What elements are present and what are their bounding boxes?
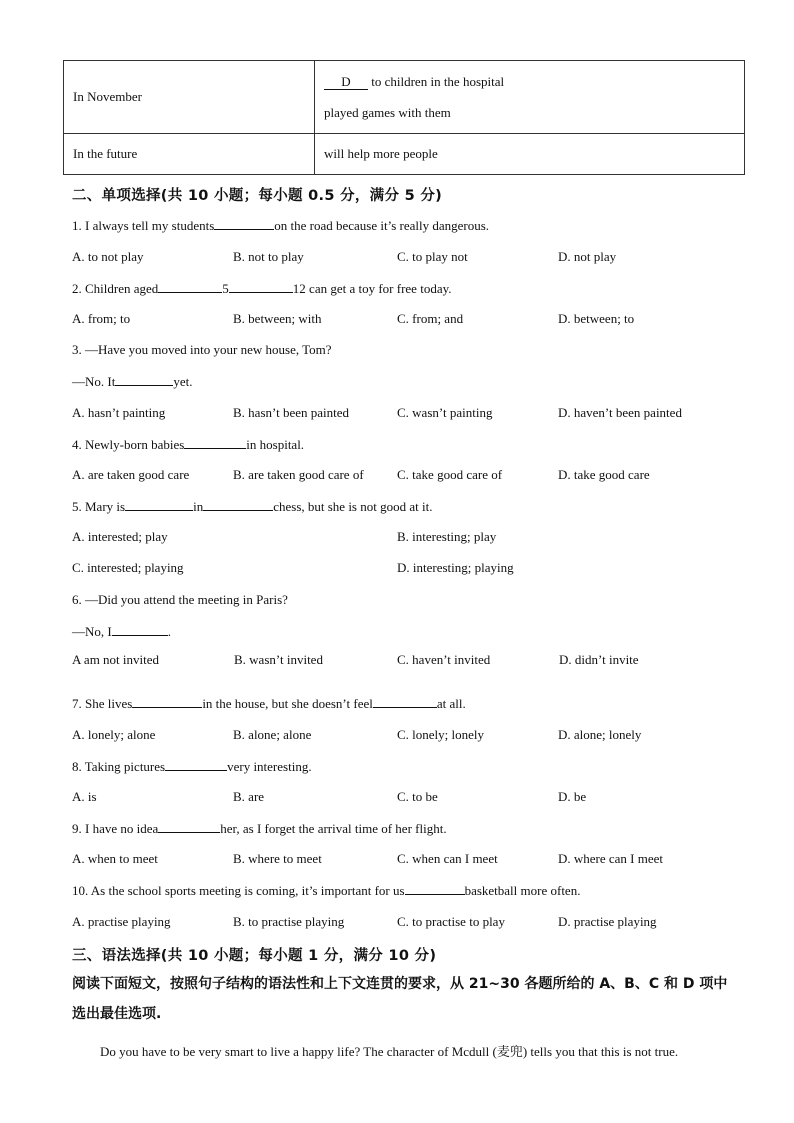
answer-blank (203, 498, 273, 511)
question-number: 9. (72, 821, 82, 836)
option-c: C. take good care of (397, 467, 503, 482)
option-a: A. hasn’t painting (72, 405, 166, 420)
option-a: A. practise playing (72, 914, 171, 929)
table-cell-value: will help more people (315, 134, 745, 175)
option-c: C. to be (397, 789, 438, 804)
table-cell-label: In November (64, 61, 315, 134)
question-number: 3. (72, 342, 82, 357)
question-text: at all. (436, 696, 466, 711)
option-a: A. lonely; alone (72, 727, 156, 742)
answer-blank (214, 217, 274, 230)
question-text: —Did you attend the meeting in Paris? (85, 592, 288, 607)
question-text: —Have you moved into your new house, Tom? (85, 342, 332, 357)
question-text: her, as I forget the arrival time of her flight. (220, 821, 447, 836)
answer-blank (132, 695, 202, 708)
question-text: yet. (173, 374, 193, 389)
question-number: 4. (72, 437, 82, 452)
question-8 (72, 758, 312, 775)
answer-blank (165, 758, 227, 771)
question-9 (72, 820, 447, 837)
option-a: A. is (72, 789, 97, 804)
question-2 (72, 280, 452, 297)
schedule-table (63, 60, 745, 175)
question-4 (72, 436, 304, 453)
option-a: A am not invited (72, 652, 160, 667)
question-5 (72, 498, 432, 515)
question-number: 2. (72, 281, 82, 296)
option-c: C. lonely; lonely (397, 727, 485, 742)
question-text: basketball more often. (464, 883, 581, 898)
option-c: C. to practise to play (397, 914, 505, 929)
option-b: B. alone; alone (233, 727, 312, 742)
question-number: 6. (72, 592, 82, 607)
question-3 (72, 342, 332, 358)
question-text: chess, but she is not good at it. (273, 499, 433, 514)
question-text: I have no idea (85, 821, 159, 836)
section-3-instruction: 阅读下面短文，按照句子结构的语法性和上下文连贯的要求，从 21~30 各题所给的 A、B、C 和 D 项中选出最佳选项. (72, 976, 728, 1022)
answer-blank (115, 373, 173, 386)
answer-blank (125, 498, 193, 511)
answer-blank: D (324, 75, 368, 90)
question-text: Taking pictures (84, 759, 166, 774)
answer-blank (229, 280, 293, 293)
question-number: 10. (72, 883, 89, 898)
option-d: D. be (558, 789, 587, 804)
question-text: 12 can get a toy for free today. (292, 281, 452, 296)
question-text: —No. It (72, 374, 116, 389)
option-b: B. where to meet (233, 851, 322, 866)
question-text: Newly-born babies (85, 437, 185, 452)
answer-blank (112, 623, 168, 636)
question-text: 5 (222, 281, 229, 296)
option-d: D. between; to (558, 311, 635, 326)
option-b: B. between; with (233, 311, 322, 326)
option-d: D. take good care (558, 467, 650, 482)
passage-text: Do you have to be very smart to live a happy life? The character of Mcdull (麦兜) tells you that this is not true. (100, 1044, 679, 1059)
option-d: D. practise playing (558, 914, 657, 929)
option-c: C. when can I meet (397, 851, 498, 866)
table-cell-line (324, 66, 735, 97)
question-text: on the road because it’s really dangerous. (274, 218, 490, 233)
question-number: 1. (72, 218, 82, 233)
table-row (64, 134, 745, 175)
question-7 (72, 695, 466, 712)
option-a: A. when to meet (72, 851, 158, 866)
table-cell-line: played games with them (324, 105, 451, 120)
option-b: B. are (233, 789, 265, 804)
question-text: As the school sports meeting is coming, it’s important for us (90, 883, 405, 898)
option-d: D. not play (558, 249, 617, 264)
option-c: C. from; and (397, 311, 464, 326)
section-3-heading: 三、语法选择(共 10 小题；每小题 1 分，满分 10 分) (72, 948, 437, 964)
question-text: I always tell my students (85, 218, 215, 233)
question-6-reply (72, 623, 171, 640)
option-a: A. from; to (72, 311, 131, 326)
option-b: B. not to play (233, 249, 304, 264)
option-c: C. wasn’t painting (397, 405, 493, 420)
question-text: —No, I (72, 624, 112, 639)
section-2-heading: 二、单项选择(共 10 小题；每小题 0.5 分，满分 5 分) (72, 188, 443, 204)
question-number: 5. (72, 499, 82, 514)
question-number: 8. (72, 759, 82, 774)
question-text: very interesting. (227, 759, 312, 774)
option-d: D. didn’t invite (559, 652, 639, 667)
option-a: A. to not play (72, 249, 144, 264)
question-3-reply (72, 373, 192, 390)
answer-blank (405, 882, 465, 895)
question-text: . (167, 624, 171, 639)
option-d: D. where can I meet (558, 851, 664, 866)
question-10 (72, 882, 580, 899)
answer-blank (158, 820, 220, 833)
answer-blank (158, 280, 222, 293)
question-1 (72, 217, 489, 234)
option-b: B. to practise playing (233, 914, 345, 929)
option-b: B. are taken good care of (233, 467, 364, 482)
question-number: 7. (72, 696, 82, 711)
table-cell-text: to children in the hospital (371, 74, 505, 89)
option-d: D. interesting; playing (397, 560, 514, 575)
table-row (64, 61, 745, 134)
question-text: Mary is (85, 499, 126, 514)
question-text: She lives (85, 696, 133, 711)
question-text: in (193, 499, 204, 514)
option-a: A. interested; play (72, 529, 168, 544)
answer-blank (184, 436, 246, 449)
option-b: B. wasn’t invited (234, 652, 323, 667)
question-text: in hospital. (246, 437, 305, 452)
option-c: C. to play not (397, 249, 468, 264)
table-cell-label: In the future (64, 134, 315, 175)
option-d: D. haven’t been painted (558, 405, 682, 420)
option-b: B. interesting; play (397, 529, 497, 544)
option-d: D. alone; lonely (558, 727, 642, 742)
table-cell-value (315, 61, 745, 134)
option-c: C. haven’t invited (397, 652, 491, 667)
question-6 (72, 592, 288, 608)
option-b: B. hasn’t been painted (233, 405, 350, 420)
option-a: A. are taken good care (72, 467, 190, 482)
question-text: Children aged (85, 281, 159, 296)
question-text: in the house, but she doesn’t feel (202, 696, 373, 711)
option-c: C. interested; playing (72, 560, 184, 575)
answer-blank (373, 695, 437, 708)
